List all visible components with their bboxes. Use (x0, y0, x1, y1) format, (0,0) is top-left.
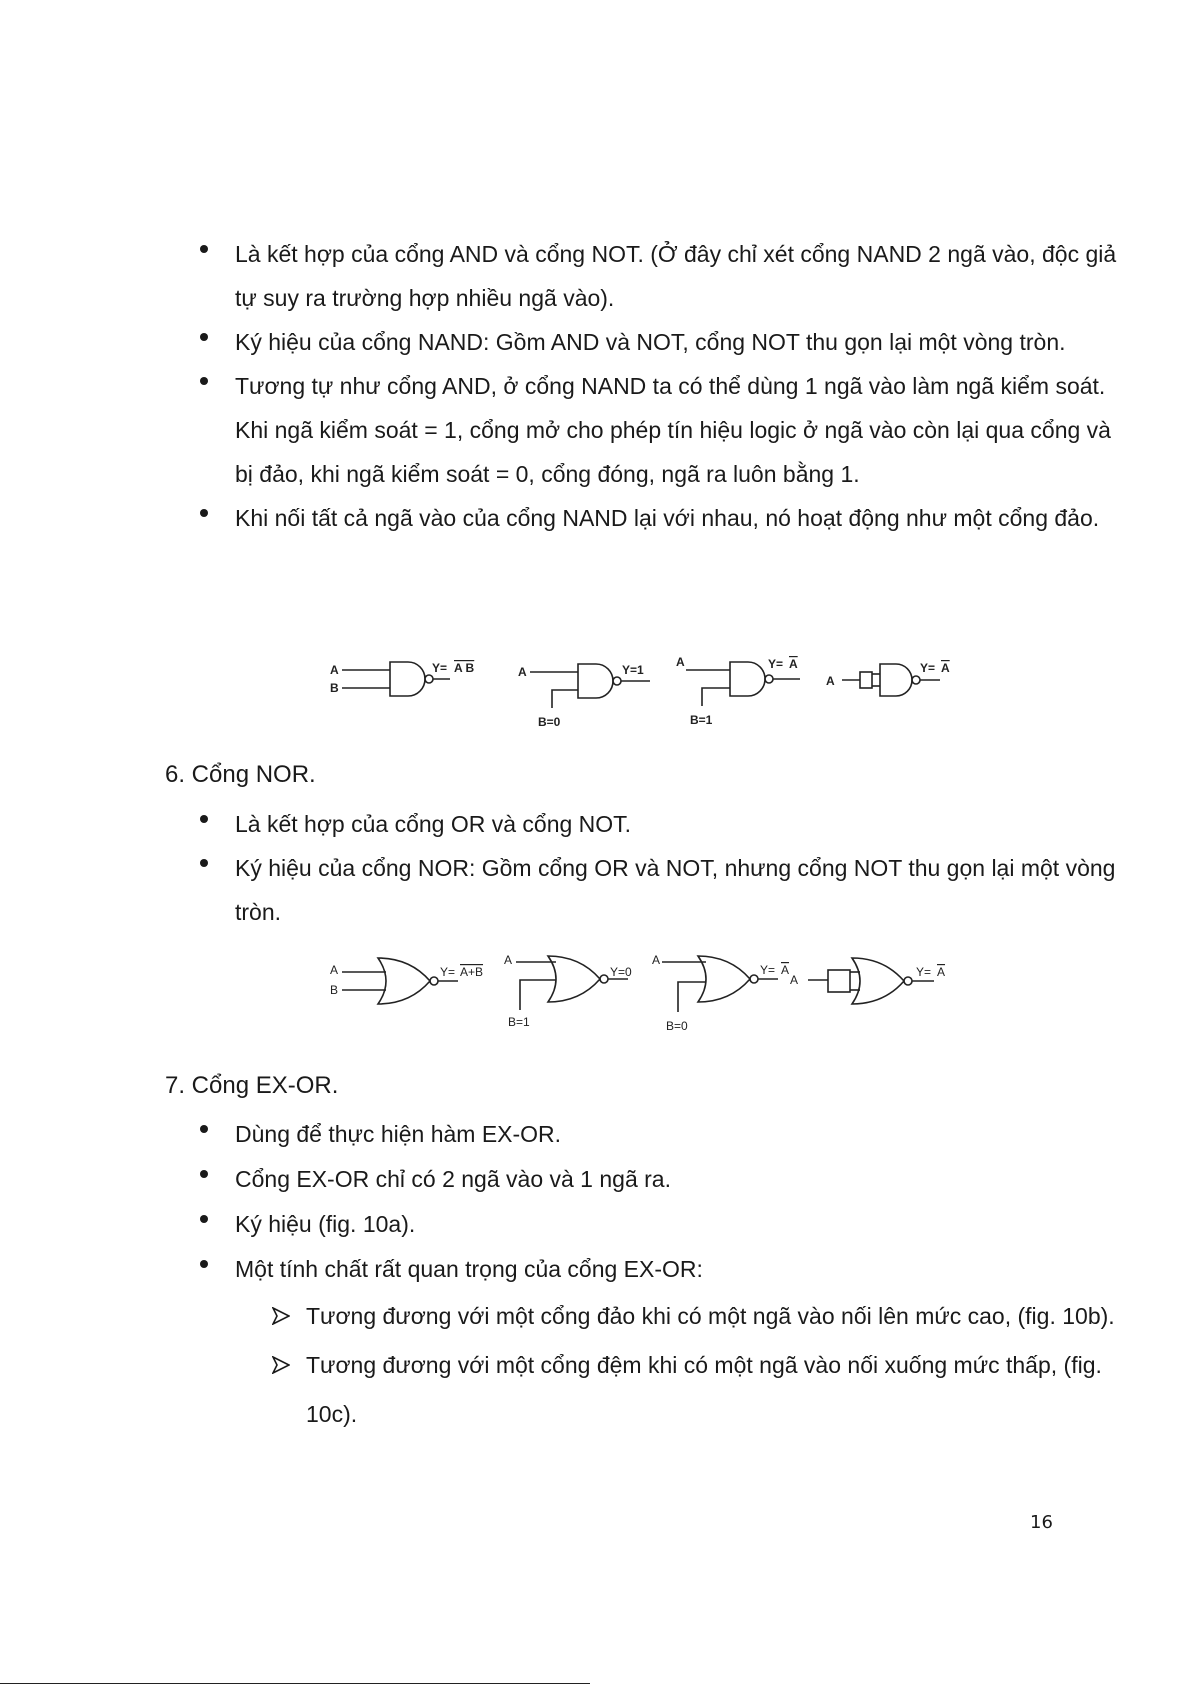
gate-input-label: B=1 (690, 713, 713, 727)
gate-output-label: Y= (916, 965, 932, 979)
arrow-bullet-icon (272, 1356, 290, 1374)
nor-bullet-list (0, 802, 1191, 934)
bullet-icon (200, 1170, 208, 1178)
list-item: Tương đương với một cổng đảo khi có một ngã vào nối lên mức cao, (fig. 10b). (0, 1292, 1191, 1341)
list-item: Tương đương với một cổng đệm khi có một ngã vào nối xuống mức thấp, (fig. 10c). (0, 1341, 1191, 1439)
gate-output-bar-label: A (789, 657, 798, 671)
list-item: Cổng EX-OR chỉ có 2 ngã vào và 1 ngã ra. (0, 1157, 1191, 1202)
gate-input-label: A (790, 973, 799, 987)
list-item: Dùng để thực hiện hàm EX-OR. (0, 1112, 1191, 1157)
section-title-nor: 6. Cổng NOR. (165, 761, 316, 788)
gate-output-label: Y= (440, 965, 456, 979)
gate-input-label: A (652, 953, 661, 967)
bullet-icon (200, 509, 208, 517)
gate-output-label: Y=0 (610, 965, 632, 979)
gate-input-label: B=1 (508, 1015, 530, 1029)
gate-output-bar-label: A (937, 965, 946, 979)
gate-input-label: A (676, 655, 685, 669)
nand-bullet-list (0, 232, 1191, 540)
exor-sub-bullet-list (0, 1292, 1191, 1439)
gate-input-label: A (330, 963, 339, 977)
bullet-icon (200, 1125, 208, 1133)
gate-input-label: A (518, 665, 527, 679)
list-item: Một tính chất rất quan trọng của cổng EX-OR: (0, 1247, 1191, 1292)
gate-input-label: A (504, 953, 513, 967)
bullet-icon (200, 245, 208, 253)
arrow-bullet-icon (272, 1307, 290, 1325)
gate-output-label: Y= (768, 657, 784, 671)
gate-output-label: Y=1 (622, 663, 644, 677)
footer-divider (0, 1683, 590, 1684)
gate-output-label: Y= (432, 661, 448, 675)
gate-output-bar-label: A+B (460, 965, 484, 979)
gate-input-label: B (330, 681, 339, 695)
list-item: Là kết hợp của cổng AND và cổng NOT. (Ở đây chỉ xét cổng NAND 2 ngã vào, độc giả tự suy ra trường hợp nhiều ngã vào). (0, 232, 1191, 320)
gate-input-label: A (826, 674, 835, 688)
gate-input-label: B=0 (666, 1019, 688, 1033)
list-item: Ký hiệu của cổng NAND: Gồm AND và NOT, cổng NOT thu gọn lại một vòng tròn. (0, 320, 1191, 364)
gate-output-label: Y= (920, 661, 936, 675)
gate-output-bar-label: A B (454, 661, 475, 675)
list-item: Ký hiệu (fig. 10a). (0, 1202, 1191, 1247)
list-item: Tương tự như cổng AND, ở cổng NAND ta có thể dùng 1 ngã vào làm ngã kiểm soát. Khi ngã kiểm soát = 1, cổng mở cho phép tín hiệu logic ở ngã vào còn lại qua cổng và bị đảo, khi ngã kiểm soát = 0, cổng đóng, ngã ra luôn bằng 1. (0, 364, 1191, 496)
bullet-icon (200, 1215, 208, 1223)
bullet-icon (200, 333, 208, 341)
list-item: Ký hiệu của cổng NOR: Gồm cổng OR và NOT, nhưng cổng NOT thu gọn lại một vòng tròn. (0, 846, 1191, 934)
exor-bullet-list (0, 1112, 1191, 1292)
list-item: Khi nối tất cả ngã vào của cổng NAND lại với nhau, nó hoạt động như một cổng đảo. (0, 496, 1191, 540)
bullet-icon (200, 859, 208, 867)
page-number: 16 (1030, 1512, 1053, 1533)
gate-input-label: B (330, 983, 339, 997)
section-title-exor: 7. Cổng EX-OR. (165, 1072, 339, 1099)
bullet-icon (200, 377, 208, 385)
gate-output-bar-label: A (781, 963, 790, 977)
nand-gate-figure (330, 650, 970, 730)
gate-input-label: B=0 (538, 715, 561, 729)
gate-output-bar-label: A (941, 661, 950, 675)
list-item: Là kết hợp của cổng OR và cổng NOT. (0, 802, 1191, 846)
gate-input-label: A (330, 663, 339, 677)
nor-gate-figure (330, 950, 970, 1040)
bullet-icon (200, 815, 208, 823)
gate-output-label: Y= (760, 963, 776, 977)
bullet-icon (200, 1260, 208, 1268)
